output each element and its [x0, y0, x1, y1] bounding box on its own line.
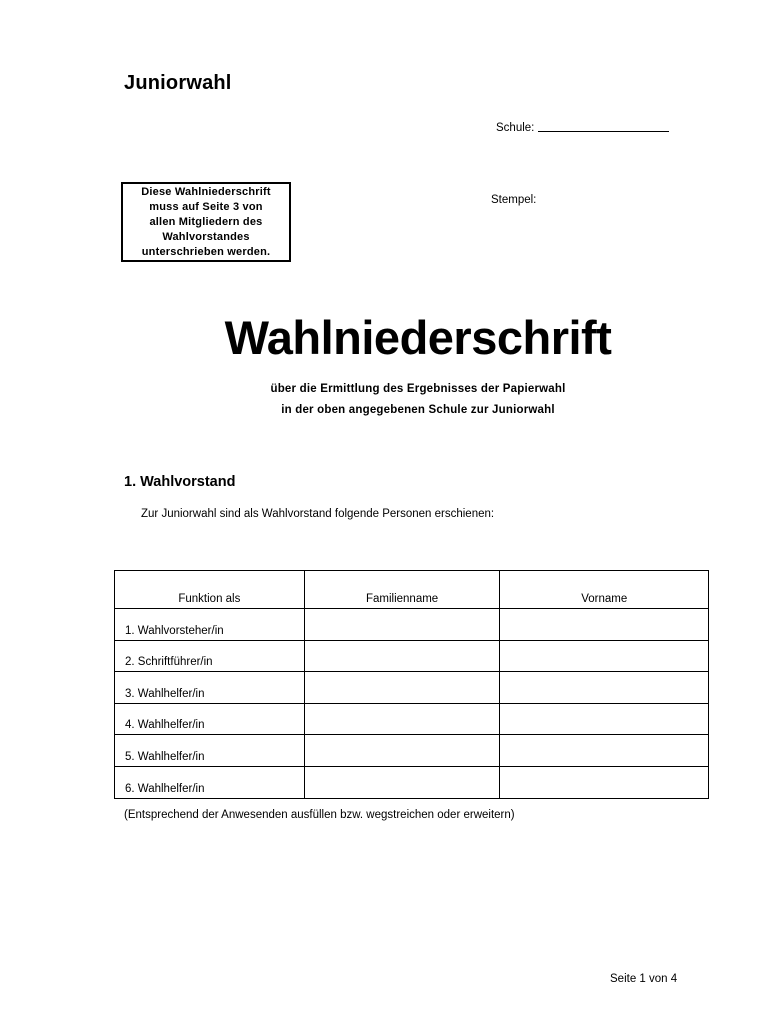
function-cell: 3. Wahlhelfer/in [115, 672, 305, 704]
document-subtitle-line-2: in der oben angegebenen Schule zur Juniorwahl [281, 404, 555, 416]
table-row [115, 672, 709, 704]
familienname-cell[interactable] [304, 735, 500, 767]
document-title: Wahlniederschrift [224, 311, 612, 364]
schule-label: Schule: [496, 122, 535, 134]
table-row [115, 766, 709, 798]
vorname-cell[interactable] [500, 766, 709, 798]
column-header-funktion: Funktion als [115, 571, 305, 609]
table-row [115, 609, 709, 641]
notice-line: unterschrieben werden. [141, 246, 271, 258]
vorname-cell[interactable] [500, 735, 709, 767]
schule-field [496, 122, 669, 134]
brand-title: Juniorwahl [124, 72, 232, 94]
notice-line: Diese Wahlniederschrift [141, 186, 271, 198]
notice-line: Wahlvorstandes [162, 231, 250, 243]
vorname-cell[interactable] [500, 640, 709, 672]
table-row [115, 735, 709, 767]
familienname-cell[interactable] [304, 703, 500, 735]
familienname-cell[interactable] [304, 672, 500, 704]
stempel-label: Stempel: [491, 194, 537, 206]
vorname-cell[interactable] [500, 672, 709, 704]
schule-input-line[interactable] [538, 131, 669, 132]
column-header-familienname: Familienname [304, 571, 500, 609]
section-heading-wahlvorstand: 1. Wahlvorstand [124, 474, 236, 490]
familienname-cell[interactable] [304, 609, 500, 641]
function-cell: 6. Wahlhelfer/in [115, 766, 305, 798]
column-header-vorname: Vorname [500, 571, 709, 609]
notice-line: allen Mitgliedern des [149, 216, 263, 228]
page-number: Seite 1 von 4 [610, 973, 678, 985]
signature-notice-box [121, 182, 291, 262]
section-intro: Zur Juniorwahl sind als Wahlvorstand folgende Personen erschienen: [141, 508, 495, 520]
table-row [115, 703, 709, 735]
fill-instruction-note: (Entsprechend der Anwesenden ausfüllen bzw. wegstreichen oder erweitern) [124, 809, 515, 821]
vorname-cell[interactable] [500, 609, 709, 641]
function-cell: 1. Wahlvorsteher/in [115, 609, 305, 641]
function-cell: 2. Schriftführer/in [115, 640, 305, 672]
function-cell: 5. Wahlhelfer/in [115, 735, 305, 767]
wahlvorstand-table [114, 570, 709, 799]
familienname-cell[interactable] [304, 640, 500, 672]
vorname-cell[interactable] [500, 703, 709, 735]
document-subtitle-line-1: über die Ermittlung des Ergebnisses der Papierwahl [270, 383, 566, 395]
notice-line: muss auf Seite 3 von [149, 201, 263, 213]
table-header-row [115, 571, 709, 609]
familienname-cell[interactable] [304, 766, 500, 798]
function-cell: 4. Wahlhelfer/in [115, 703, 305, 735]
table-row [115, 640, 709, 672]
